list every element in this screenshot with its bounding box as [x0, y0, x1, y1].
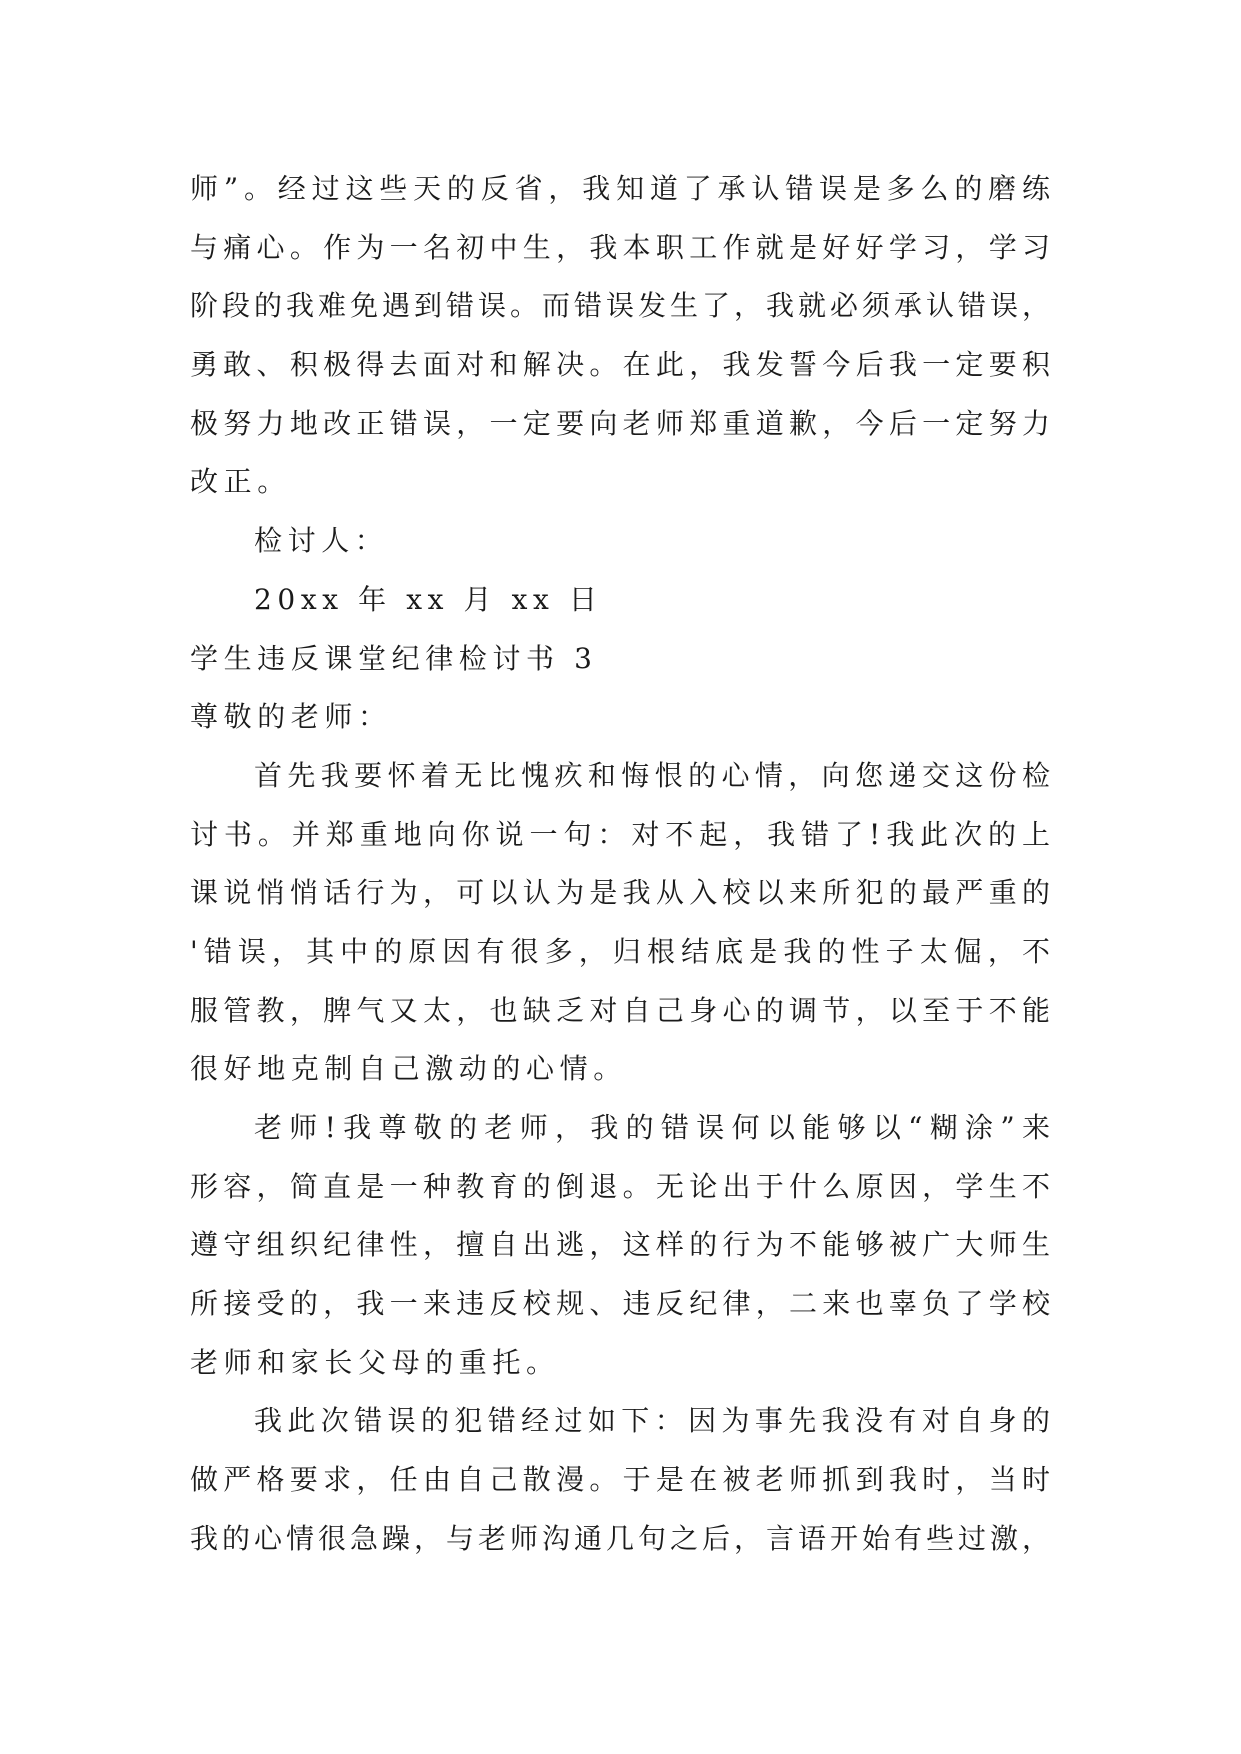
text-line: 老师和家长父母的重托。 [190, 1345, 560, 1379]
signature-label: 检讨人： [254, 524, 389, 558]
text-line: 师”。经过这些天的反省，我知道了承认错误是多么的磨练 [190, 172, 1050, 205]
text-line: 极努力地改正错误，一定要向老师郑重道歉，今后一定努力 [190, 406, 1050, 440]
date-line: 20xx 年 xx 月 xx 日 [254, 582, 603, 616]
text-line: 我的心情很急躁，与老师沟通几句之后，言语开始有些过激， [190, 1521, 1050, 1555]
text-line: 首先我要怀着无比愧疚和悔恨的心情，向您递交这份检 [254, 758, 1050, 792]
text-line: 很好地克制自己激动的心情。 [190, 1052, 627, 1086]
text-line: 服管教，脾气又太，也缺乏对自己身心的调节，以至于不能 [190, 993, 1050, 1027]
text-line: 我此次错误的犯错经过如下：因为事先我没有对自身的 [254, 1404, 1050, 1438]
salutation: 尊敬的老师： [190, 700, 392, 734]
text-line: 阶段的我难免遇到错误。而错误发生了，我就必须承认错误， [190, 289, 1050, 323]
text-line: 改正。 [190, 465, 291, 499]
document-body [190, 160, 1050, 1569]
text-line: 所接受的，我一来违反校规、违反纪律，二来也辜负了学校 [190, 1287, 1050, 1321]
text-line: 老师!我尊敬的老师，我的错误何以能够以“糊涂”来 [254, 1111, 1050, 1144]
text-line: 遵守组织纪律性，擅自出逃，这样的行为不能够被广大师生 [190, 1228, 1050, 1262]
text-line: 形容，简直是一种教育的倒退。无论出于什么原因，学生不 [190, 1169, 1050, 1203]
text-line: 讨书。并郑重地向你说一句：对不起，我错了!我此次的上 [190, 817, 1050, 851]
text-line: '错误，其中的原因有很多，归根结底是我的性子太倔，不 [190, 934, 1050, 968]
text-line: 与痛心。作为一名初中生，我本职工作就是好好学习，学习 [190, 230, 1050, 264]
text-line: 课说悄悄话行为，可以认为是我从入校以来所犯的最严重的 [190, 876, 1050, 910]
text-line: 做严格要求，任由自己散漫。于是在被老师抓到我时，当时 [190, 1463, 1050, 1497]
text-line: 勇敢、积极得去面对和解决。在此，我发誓今后我一定要积 [190, 348, 1050, 382]
section-title: 学生违反课堂纪律检讨书 3 [190, 641, 598, 675]
